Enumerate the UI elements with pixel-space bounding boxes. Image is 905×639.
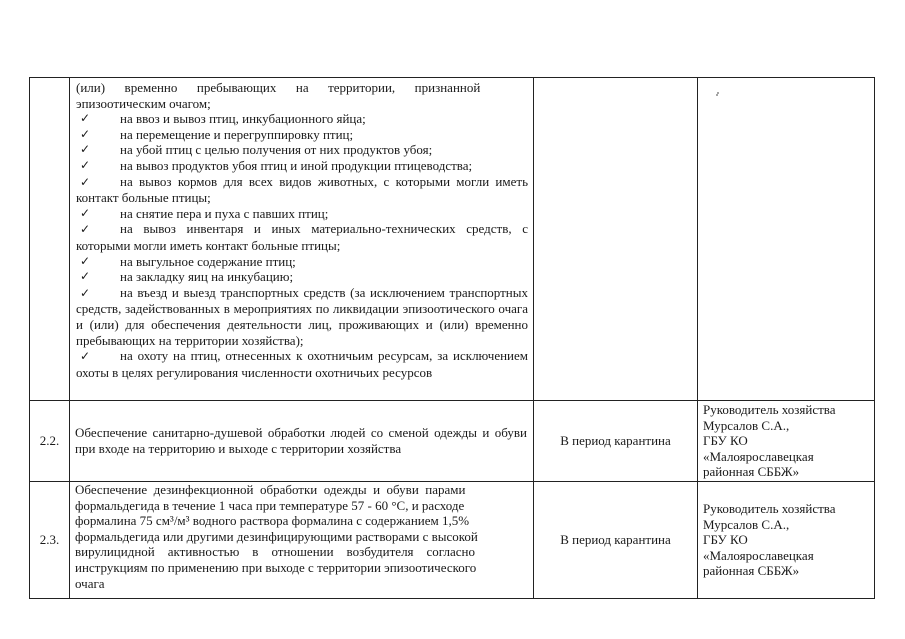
list-item-text: на охоту на птиц, отнесенных к охотничьим ресурсам, за исключением охоты в целях регулирования численности охотничьих ресурсов: [76, 348, 528, 380]
checkmark-icon: ✓: [80, 111, 91, 126]
list-item: [76, 127, 528, 143]
checkmark-icon: ✓: [80, 253, 91, 268]
list-item: [76, 348, 528, 380]
checkmark-icon: ✓: [80, 222, 91, 237]
measure-text-line: инструкциям по применению при выходе с территории эпизоотического: [75, 559, 477, 575]
continued-measures-cell: [76, 80, 528, 380]
responsible-cell: [703, 482, 873, 598]
checkmark-icon: ✓: [80, 349, 91, 364]
measure-text-line: формальдегида или другими дезинфицирующими растворами с высокой: [75, 528, 478, 544]
period-cell: [534, 401, 697, 481]
row-number: [30, 482, 69, 598]
measure-text-line: вирулицидной активностью в отношении возбудителя согласно: [75, 544, 475, 560]
checkmark-icon: ✓: [80, 269, 91, 284]
responsible-line: Руководитель хозяйства: [703, 402, 836, 418]
responsible-line: районная СББЖ»: [703, 563, 800, 579]
responsible-line: ГБУ КО: [703, 532, 748, 548]
checkmark-icon: ✓: [80, 142, 91, 157]
table-right-border: [874, 77, 875, 599]
responsible-line: «Малоярославецкая: [703, 448, 814, 464]
list-item: [76, 285, 528, 348]
list-item: [76, 158, 528, 174]
scan-speck: [716, 94, 718, 96]
period-cell: [534, 482, 697, 598]
row-number: [30, 401, 69, 481]
responsible-line: районная СББЖ»: [703, 464, 800, 480]
table-top-border: [29, 77, 874, 78]
responsible-line: Мурсалов С.А.,: [703, 516, 790, 532]
checkmark-icon: ✓: [80, 126, 91, 141]
measure-text: Обеспечение санитарно-душевой обработки людей со сменой одежды и обуви при входе на территорию и выходе с территории хозяйства: [75, 425, 527, 456]
list-item-text: на закладку яиц на инкубацию;: [120, 269, 294, 285]
text-line: эпизоотическим очагом;: [76, 95, 211, 111]
list-item-text: на убой птиц с целью получения от них продуктов убоя;: [120, 142, 433, 158]
col-divider-num: [69, 77, 70, 599]
list-item-text: на вывоз инвентаря и иных материально-технических средств, с которыми могли иметь контакт больные птицы;: [76, 221, 528, 253]
measure-text-line: очага: [75, 575, 105, 591]
measure-text-line: Обеспечение дезинфекционной обработки одежды и обуви парами: [75, 482, 466, 497]
checkmark-icon: ✓: [80, 157, 91, 172]
list-item-text: на перемещение и перегруппировку птиц;: [120, 126, 354, 142]
checkmark-icon: ✓: [80, 174, 91, 189]
list-item: [76, 254, 528, 270]
table-bottom-border: [29, 598, 874, 599]
measure-text-line: формальдегида в течение 1 часа при температуре 57 - 60 °С, и расходе: [75, 497, 465, 513]
col-divider-period: [697, 77, 698, 599]
list-item: [76, 206, 528, 222]
list-item: [76, 142, 528, 158]
responsible-line: «Малоярославецкая: [703, 547, 814, 563]
measure-text-cell: [75, 482, 527, 598]
responsible-block: [703, 402, 836, 480]
list-item: [76, 221, 528, 253]
checkmark-icon: ✓: [80, 205, 91, 220]
list-item-text: на вывоз кормов для всех видов животных, с которыми могли иметь контакт больные птицы;: [76, 173, 528, 206]
period-text: В период карантина: [560, 532, 671, 548]
responsible-block: [703, 501, 836, 579]
responsible-line: Руководитель хозяйства: [703, 501, 836, 517]
list-item: [76, 111, 528, 127]
measure-text-cell: [75, 401, 527, 481]
list-item-text: на ввоз и вывоз птиц, инкубационного яйца;: [120, 111, 366, 127]
responsible-cell: [703, 401, 873, 481]
responsible-line: Мурсалов С.А.,: [703, 417, 790, 433]
checkmark-icon: ✓: [80, 285, 91, 300]
list-item-text: на выгульное содержание птиц;: [120, 253, 296, 269]
responsible-line: ГБУ КО: [703, 433, 748, 449]
list-item-text: на вывоз продуктов убоя птиц и иной продукции птицеводства;: [120, 157, 473, 173]
list-item-text: на въезд и выезд транспортных средств (за исключением транспортных средств, задействованных в мероприятиях по ликвидации эпизоотического очага и (или) для обеспечения деятельности лиц, проживающих и (или) временно пребывающих на территории хозяйства);: [76, 284, 528, 348]
list-item: [76, 269, 528, 285]
list-item-text: на снятие пера и пуха с павших птиц;: [120, 205, 329, 221]
row-number-text: 2.2.: [39, 433, 60, 449]
measure-text-line: формалина 75 см³/м³ водного раствора формалина с содержанием 1,5%: [75, 513, 470, 529]
list-item: [76, 174, 528, 206]
row-number-text: 2.3.: [39, 532, 60, 548]
text-line: (или) временно пребывающих на территории, признанной: [76, 80, 481, 95]
period-text: В период карантина: [560, 433, 671, 449]
